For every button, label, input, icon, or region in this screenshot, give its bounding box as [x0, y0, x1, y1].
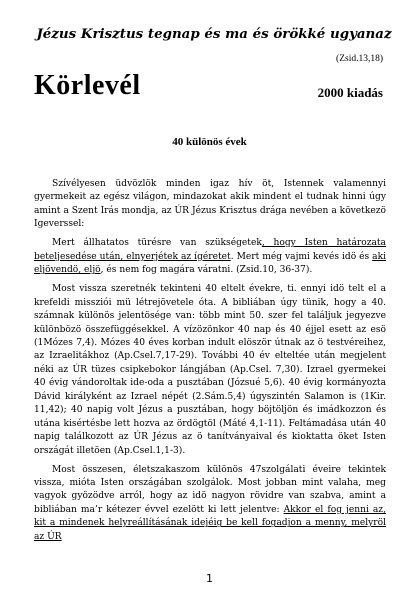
quote-text: , és nem fog magára váratni. (Zsid.10, 36-37). [100, 265, 313, 276]
quote-text: . Mert még vajmi kevés idö és [230, 251, 373, 262]
page-number: 1 [206, 572, 213, 585]
quote-underlined-text: aki eljövendö, eljö [34, 251, 386, 276]
paragraph-forty-years [34, 283, 386, 458]
paragraph-bible-quote [34, 237, 386, 277]
letter-body [34, 178, 386, 550]
paragraph-service-years [34, 464, 386, 545]
greeting-text: Szívélyesen üdvözlök minden igaz hív öt, Istennek valamennyi gyermekeit az egész világon, mindazokat akik mindent el tudnak hinni úgy amint a Szent Irás mondja, az ÚR Jézus Krisztus drága nevében a következö Igeverssel: [34, 179, 386, 230]
body-text: Most összesen, életszakaszom különös 47szolgálati éveire tekintek vissza, mióta Isten országában szolgálok. Most jobban mint valaha, meg vagyok gyözödve arról, hogy az idö nagyon rövidre van szabva, amint a bibliában ma’r kétezer évvel ezelött ki lett jelentve: [34, 464, 386, 515]
paragraph-greeting [34, 178, 386, 232]
body-underlined-text: Akkor el fog jenni az, kit a mindenek helyreállításának idejéig be kell fogadjon a menny, melyröl az ÚR [34, 504, 386, 542]
motto-heading: Jézus Krisztus tegnap és ma és örökké ugyanaz [36, 26, 392, 42]
scripture-reference: (Zsid.13,18) [336, 54, 383, 64]
section-title: 40 különös évek [172, 136, 247, 148]
page-title: Körlevél [34, 70, 141, 101]
quote-underlined-text: , hogy Isten határozata beteljesedése után, elnyerjétek az ígéretet [34, 238, 386, 262]
body-text: Most vissza szeretnék tekinteni 40 eltelt évekre, ti. ennyi idö telt el a krefeldi missziói mü létrejövetele óta. A bibliában úgy tünik, hogy a 40. számnak különös jelentösége van: több mint 50. szer fel találjuk jegyezve különbözö összefüggésekkel. A vízözönkor 40 nap és 40 éjjel esett az esö (1Mózes 7,4). Mózes 40 éves korban indult elöször útnak az ö testvéreihez, az Izraelitákhoz (Ap.Csel.7,17-29). További 40 év elteltée után megjelent néki az ÚR tüzes csipkebokor lángjában (Ap.Csel. 7,30). Izrael gyermekei 40 évig vándoroltak ide-oda a pusztában (Józsué 5,6). 40 évig kormányozta Dávid királyként az Izrael népét (2.Sám.5,4) úgyszintén Salamon is (1Kir. 11,42); 40 napig volt Jézus a pusztában, hogy böjtöljön és imádkozzon és utána kisértésbe lett hozva az ördögtöl (Máté 4,1-11). Feltámadása után 40 napig találkozott az ÚR Jézus az ö tanítványaival és kioktatta öket Isten országát illetöen (Ap.Csel.1,1-3). [34, 284, 386, 456]
quote-text: Mert állhatatos türésre van szükségetek [52, 238, 262, 249]
edition-label: 2000 kiadás [317, 85, 383, 100]
